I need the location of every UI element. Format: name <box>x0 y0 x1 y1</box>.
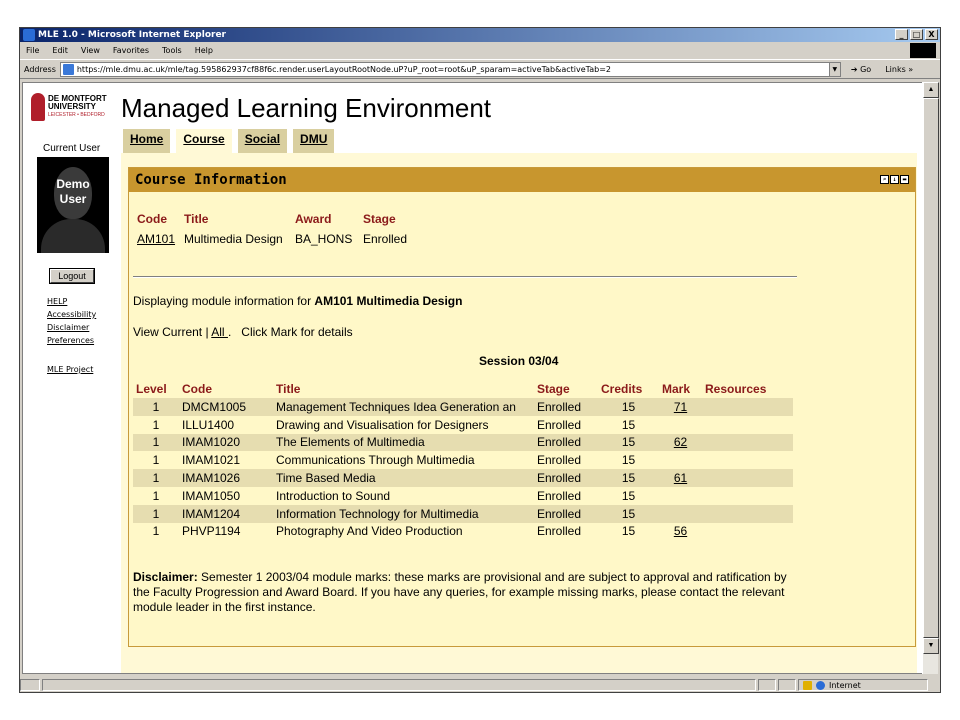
browser-window <box>19 27 941 693</box>
module-stage: Enrolled <box>537 524 582 539</box>
module-level: 1 <box>152 488 160 503</box>
module-mark-link[interactable]: 71 <box>659 398 702 416</box>
view-suffix-text: . Click Mark for details <box>227 325 353 339</box>
course-information-panel <box>128 167 916 647</box>
module-resources <box>702 469 793 487</box>
menu-favorites[interactable]: Favorites <box>112 46 150 55</box>
module-credits: 15 <box>598 505 659 523</box>
module-stage: Enrolled <box>534 505 598 523</box>
lock-icon <box>803 681 812 690</box>
session-label: Session 03/04 <box>479 354 559 368</box>
module-level: 1 <box>152 453 160 468</box>
module-mark <box>659 505 702 523</box>
zone-label: Internet <box>829 680 861 690</box>
col-code: Code <box>182 382 212 396</box>
table-row <box>133 523 793 541</box>
logo-line2: UNIVERSITY <box>48 102 97 111</box>
module-mark-link[interactable]: 62 <box>659 434 702 452</box>
table-row <box>133 469 793 487</box>
address-url: https://mle.dmu.ac.uk/mle/tag.595862937cf88f6c.render.userLayoutRootNode.uP?uP_root=root&uP_sparam=activeTab&activeTab=2 <box>76 64 612 74</box>
module-credits: 15 <box>598 434 659 452</box>
module-title: Information Technology for Multimedia <box>273 505 534 523</box>
divider <box>133 276 797 278</box>
module-level: 1 <box>133 398 179 416</box>
display-course: AM101 Multimedia Design <box>314 294 463 308</box>
module-code: ILLU1400 <box>182 417 235 432</box>
module-resources <box>702 505 793 523</box>
status-text-area <box>42 679 756 691</box>
module-stage: Enrolled <box>534 469 598 487</box>
help-link[interactable]: HELP <box>47 297 68 306</box>
col-mark: Mark <box>662 382 691 396</box>
tab-social[interactable]: Social <box>238 129 287 153</box>
globe-icon <box>816 681 825 690</box>
logo-line3: LEICESTER • BEDFORD <box>48 112 105 118</box>
module-title: Drawing and Visualisation for Designers <box>276 417 489 432</box>
table-row <box>133 416 793 434</box>
module-title: Communications Through Multimedia <box>276 453 475 468</box>
page-viewport <box>22 82 924 674</box>
address-input[interactable] <box>60 62 830 77</box>
menu-bar <box>20 42 940 59</box>
course-header-award: Award <box>295 212 332 226</box>
vertical-scrollbar[interactable] <box>922 82 938 674</box>
module-credits: 15 <box>621 417 636 432</box>
menu-edit[interactable]: Edit <box>52 46 68 55</box>
module-credits: 15 <box>621 488 636 503</box>
status-cell-1 <box>758 679 776 691</box>
preferences-link[interactable]: Preferences <box>47 336 95 345</box>
menu-view[interactable]: View <box>80 46 100 55</box>
minimize-panel-icon[interactable]: ▬ <box>900 175 909 184</box>
menu-file[interactable]: File <box>26 46 40 55</box>
tab-dmu[interactable]: DMU <box>293 129 334 153</box>
module-code: DMCM1005 <box>179 398 273 416</box>
current-user-label: Current User <box>43 143 101 154</box>
scroll-up-arrow-icon[interactable]: ▲ <box>923 82 939 98</box>
display-info <box>133 294 462 308</box>
tab-course[interactable]: Course <box>176 129 231 153</box>
module-resources <box>702 523 793 541</box>
close-button[interactable]: X <box>925 29 938 40</box>
mle-project-link[interactable]: MLE Project <box>47 365 94 374</box>
module-title: Introduction to Sound <box>276 488 391 503</box>
address-bar <box>20 59 940 79</box>
module-mark <box>659 487 702 505</box>
module-code: PHVP1194 <box>182 524 241 539</box>
search-icon[interactable]: ⌕ <box>880 175 889 184</box>
go-label: Go <box>860 64 872 74</box>
disclaimer-label: Disclaimer: <box>133 570 198 584</box>
windows-logo-icon <box>910 43 936 58</box>
col-title: Title <box>276 382 301 396</box>
disclaimer-text <box>133 570 793 615</box>
module-code: IMAM1021 <box>182 453 241 468</box>
module-stage: Enrolled <box>537 453 582 468</box>
page-title: Managed Learning Environment <box>121 93 492 123</box>
display-prefix: Displaying module information for <box>133 294 315 308</box>
module-code: IMAM1026 <box>179 469 273 487</box>
module-level: 1 <box>133 469 179 487</box>
course-table <box>137 212 407 246</box>
links-label: Links <box>885 64 906 74</box>
table-row <box>133 505 793 523</box>
module-stage: Enrolled <box>537 488 582 503</box>
status-zone <box>798 679 928 691</box>
links-button[interactable]: Links » <box>885 64 914 74</box>
module-resources <box>702 434 793 452</box>
module-code: IMAM1020 <box>179 434 273 452</box>
menu-tools[interactable]: Tools <box>162 46 182 55</box>
avatar <box>37 157 109 253</box>
disclaimer-body: Semester 1 2003/04 module marks: these marks are provisional and are subject to approval and ratification by the Faculty Progression and Award Board. If you have any queries, for example missing marks, please contact the relevant module leader in the first instance. <box>133 570 787 614</box>
window-title: MLE 1.0 - Microsoft Internet Explorer <box>38 30 226 40</box>
address-label: Address <box>24 64 56 74</box>
disclaimer-link[interactable]: Disclaimer <box>47 323 90 332</box>
module-resources <box>702 398 793 416</box>
module-credits: 15 <box>621 453 636 468</box>
module-credits: 15 <box>598 469 659 487</box>
course-stage: Enrolled <box>363 232 408 246</box>
ie-icon <box>23 29 35 41</box>
user-name-line2: User <box>59 192 87 206</box>
panel-header <box>129 168 915 192</box>
logo-line1: DE MONTFORT <box>48 94 107 103</box>
module-code: IMAM1050 <box>182 488 241 503</box>
accessibility-link[interactable]: Accessibility <box>47 310 97 319</box>
view-options <box>133 325 353 339</box>
logout-button[interactable]: Logout <box>50 269 94 283</box>
col-resources: Resources <box>705 382 767 396</box>
go-button[interactable]: ➔ Go <box>850 64 872 74</box>
module-title: The Elements of Multimedia <box>273 434 534 452</box>
view-all-link[interactable]: All <box>211 325 228 339</box>
nav-tabs <box>123 129 340 153</box>
module-mark <box>659 416 702 434</box>
module-resources <box>702 487 793 505</box>
course-header-stage: Stage <box>363 212 396 226</box>
scroll-thumb[interactable] <box>923 98 939 638</box>
menu-help[interactable]: Help <box>194 46 213 55</box>
status-page-icon <box>20 679 40 691</box>
maximize-button[interactable]: □ <box>910 29 923 40</box>
module-level: 1 <box>152 524 160 539</box>
modules-table <box>133 380 793 540</box>
crest-icon <box>31 93 45 121</box>
page-icon <box>63 64 74 75</box>
col-level: Level <box>136 382 167 396</box>
module-resources <box>702 416 793 434</box>
module-level: 1 <box>133 505 179 523</box>
course-header-title: Title <box>184 212 209 226</box>
table-row <box>133 398 793 416</box>
title-bar <box>20 28 940 42</box>
module-stage: Enrolled <box>537 417 582 432</box>
course-row <box>137 232 407 246</box>
module-stage: Enrolled <box>534 434 598 452</box>
course-award: BA_HONS <box>295 232 353 246</box>
module-stage: Enrolled <box>534 398 598 416</box>
module-code: IMAM1204 <box>179 505 273 523</box>
course-header-code: Code <box>137 212 167 226</box>
user-name-line1: Demo <box>56 177 90 191</box>
status-cell-2 <box>778 679 796 691</box>
module-mark-link[interactable]: 61 <box>659 469 702 487</box>
university-logo[interactable] <box>31 93 107 121</box>
module-credits: 15 <box>621 524 636 539</box>
course-code-link[interactable]: AM101 <box>137 232 176 246</box>
course-table-header <box>137 212 407 226</box>
module-level: 1 <box>152 417 160 432</box>
sidebar-links <box>47 295 96 347</box>
table-row <box>133 451 793 469</box>
view-current-text: View Current | <box>133 325 212 339</box>
scroll-down-arrow-icon[interactable]: ▼ <box>923 638 939 654</box>
download-icon[interactable]: ↓ <box>890 175 899 184</box>
table-row <box>133 487 793 505</box>
tab-home[interactable]: Home <box>123 129 170 153</box>
course-title: Multimedia Design <box>184 232 283 246</box>
avatar-body-silhouette <box>41 219 105 253</box>
panel-title: Course Information <box>135 172 287 188</box>
module-title: Management Techniques Idea Generation an <box>273 398 534 416</box>
module-level: 1 <box>133 434 179 452</box>
col-credits: Credits <box>601 382 643 396</box>
col-stage: Stage <box>537 382 570 396</box>
address-dropdown-button[interactable]: ▼ <box>829 62 841 77</box>
module-title: Photography And Video Production <box>276 524 463 539</box>
sidebar <box>23 83 118 674</box>
modules-header-row <box>133 380 793 398</box>
table-row <box>133 434 793 452</box>
minimize-button[interactable]: _ <box>895 29 908 40</box>
status-bar <box>20 678 940 692</box>
module-mark <box>659 451 702 469</box>
module-credits: 15 <box>598 398 659 416</box>
module-title: Time Based Media <box>273 469 534 487</box>
module-resources <box>702 451 793 469</box>
module-mark-link[interactable]: 56 <box>673 524 688 539</box>
